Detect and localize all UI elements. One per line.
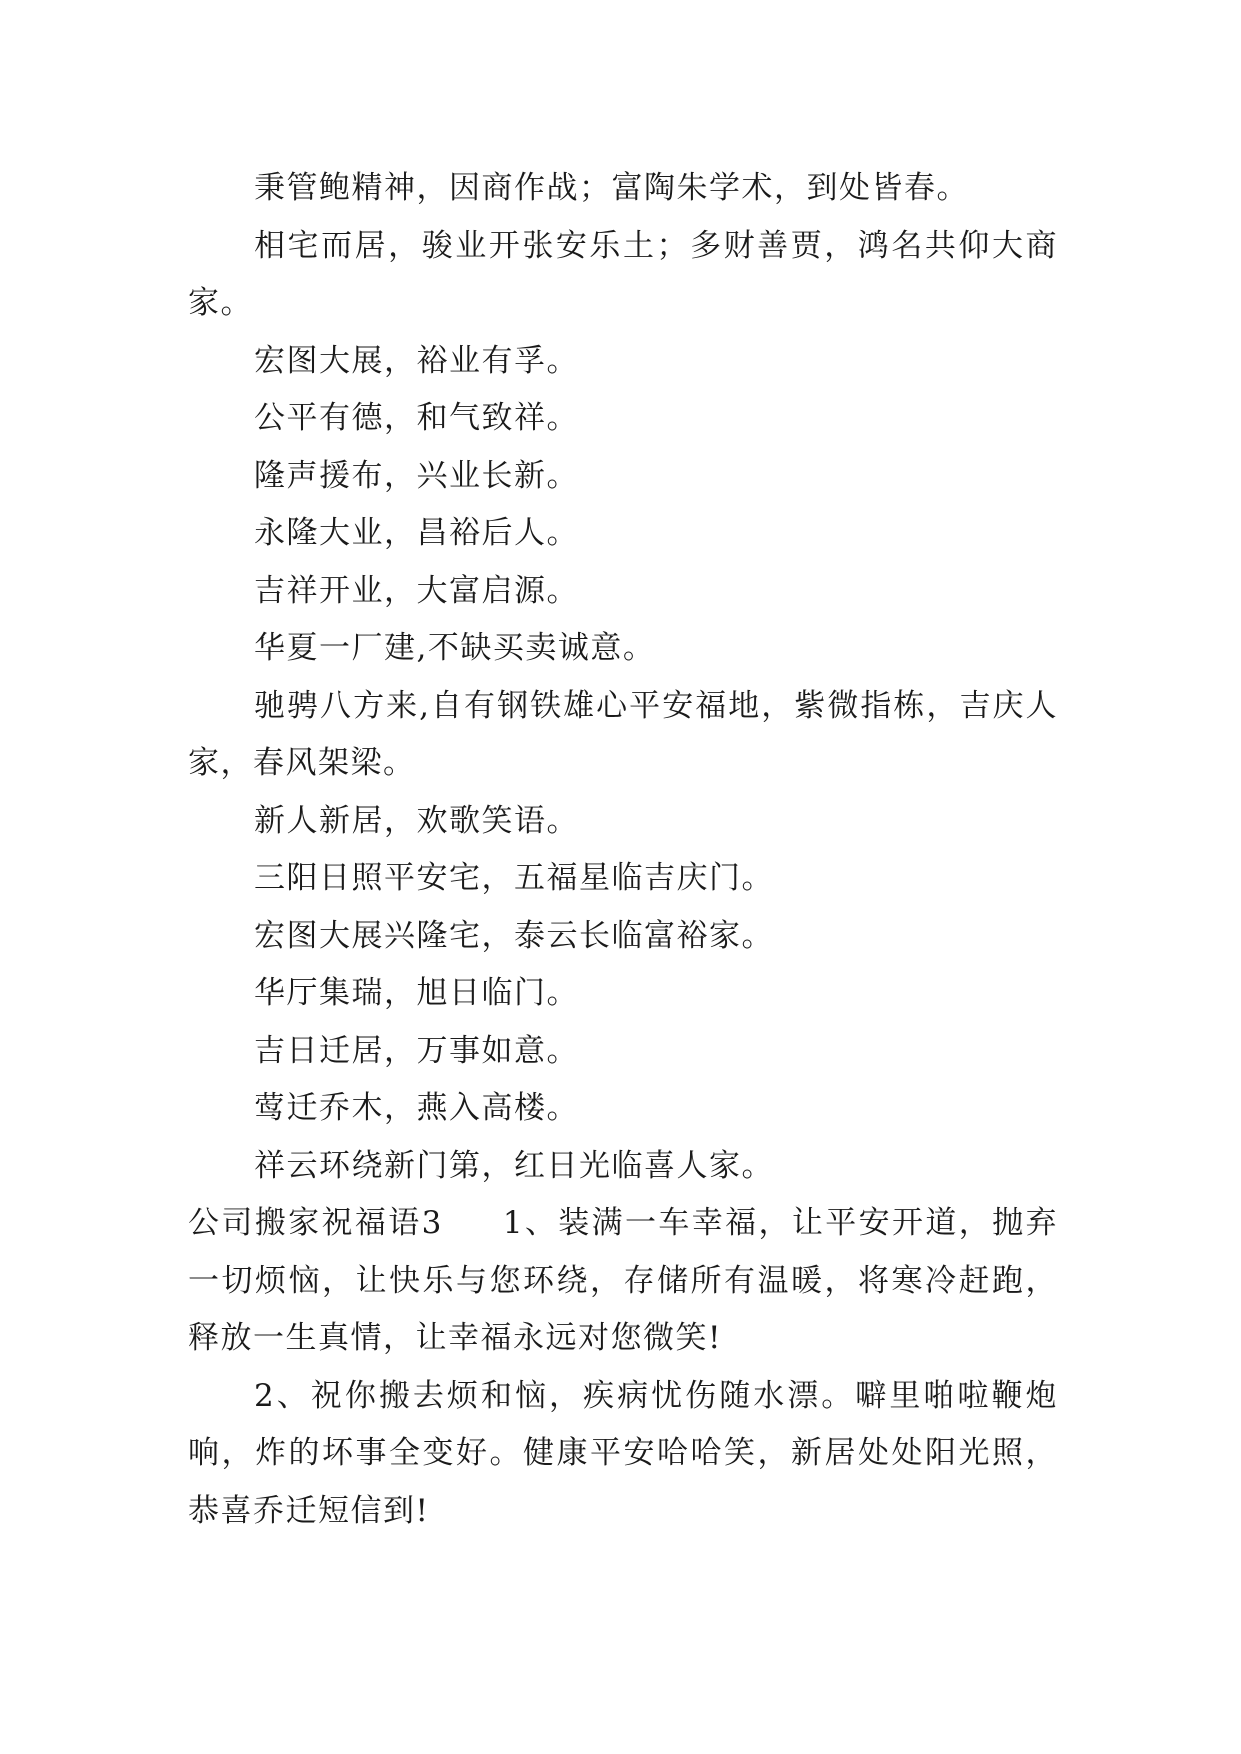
paragraph-16: 祥云环绕新门第，红日光临喜人家。 [254,1147,774,1184]
paragraph-12: 宏图大展兴隆宅，泰云长临富裕家。 [254,917,774,954]
paragraph-9: 驰骋八方来,自有钢铁雄心平安福地，紫微指栋，吉庆人家，春风架梁。 [188,687,1058,781]
paragraph-6: 永隆大业，昌裕后人。 [254,515,579,551]
paragraph-15: 莺迁乔木，燕入高楼。 [254,1090,579,1126]
paragraph-1: 秉管鲍精神，因商作战；富陶朱学术，到处皆春。 [254,170,969,206]
paragraph-3: 宏图大展，裕业有孚。 [254,342,579,379]
paragraph-11: 三阳日照平安宅，五福星临吉庆门。 [254,860,774,896]
paragraph-after-1: 2、祝你搬去烦和恼，疾病忧伤随水漂。噼里啪啦鞭炮响，炸的坏事全变好。健康平安哈哈笑，新居处处阳光照，恭喜乔迁短信到! [188,1377,1058,1529]
paragraph-14: 吉日迁居，万事如意。 [254,1032,579,1069]
document-body [188,160,1058,1540]
section-first-paragraph: 1、装满一车幸福，让平安开道，抛弃一切烦恼，让快乐与您环绕，存储所有温暖，将寒冷赶跑，释放一生真情，让幸福永远对您微笑! [188,1205,1058,1356]
paragraph-5: 隆声援布，兴业长新。 [254,457,579,494]
paragraph-13: 华厅集瑞，旭日临门。 [254,975,579,1011]
section-paragraph [188,1195,1058,1368]
paragraph-10: 新人新居，欢歌笑语。 [254,802,579,839]
paragraph-2: 相宅而居，骏业开张安乐土；多财善贾，鸿名共仰大商家。 [188,227,1058,321]
section-title: 公司搬家祝福语3 [188,1205,443,1241]
paragraph-8: 华夏一厂建,不缺买卖诚意。 [254,630,656,666]
paragraph-7: 吉祥开业，大富启源。 [254,572,579,609]
paragraph-4: 公平有德，和气致祥。 [254,400,579,436]
